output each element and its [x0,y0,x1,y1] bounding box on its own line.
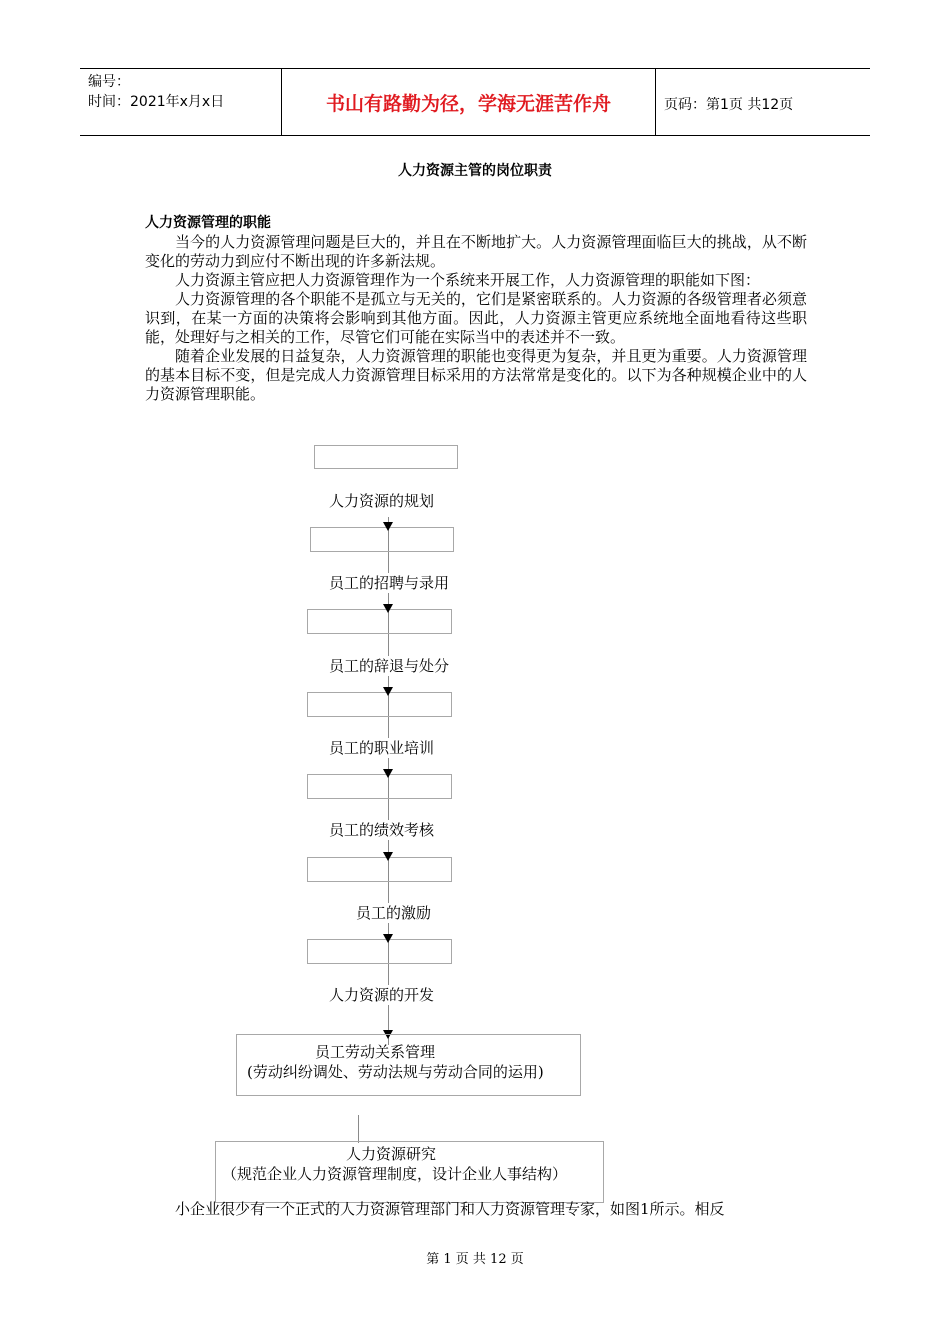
flow-box [307,857,452,882]
header-divider [655,68,656,136]
paragraph: 人力资源管理的各个职能不是孤立与无关的，它们是紧密联系的。人力资源的各级管理者必须意识到，在某一方面的决策将会影响到其他方面。因此，人力资源主管更应系统地全面地看待这些职能，处理好与之相关的工作，尽管它们可能在实际当中的表述并不一致。 [145,290,807,346]
time-label: 时间：2021年x月x日 [88,94,225,110]
header-page-info: 页码：第1页 共12页 [664,97,794,113]
arrow-down-icon [383,687,393,696]
section-heading: 人力资源管理的职能 [145,215,271,231]
relations-title: 员工劳动关系管理 [315,1043,436,1061]
flow-box [307,692,452,717]
flow-step-label: 员工的职业培训 [329,739,435,757]
arrow-down-icon [383,934,393,943]
flow-box [307,939,452,964]
arrow-down-icon [383,522,393,531]
header-top-rule [80,68,870,69]
flow-connector [358,1115,359,1143]
body-text [145,214,807,404]
flow-box [310,527,454,552]
number-label: 编号： [88,74,130,90]
relations-desc: (劳动纠纷调处、劳动法规与劳动合同的运用) [247,1063,544,1081]
page-footer: 第 1 页 共 12 页 [426,1252,524,1267]
arrow-down-icon [383,769,393,778]
trailing-paragraph: 小企业很少有一个正式的人力资源管理部门和人力资源管理专家，如图1所示。相反 [175,1200,725,1218]
flow-step-label: 员工的激励 [356,904,432,922]
flow-step-label: 员工的绩效考核 [329,821,435,839]
paragraph: 随着企业发展的日益复杂，人力资源管理的职能也变得更为复杂，并且更为重要。人力资源管理的基本目标不变，但是完成人力资源管理目标采用的方法常常是变化的。以下为各种规模企业中的人力资源管理职能。 [145,347,807,403]
flow-box [307,774,452,799]
research-title: 人力资源研究 [346,1145,437,1163]
flow-step-label: 人力资源的开发 [329,986,435,1004]
paragraph: 人力资源主管应把人力资源管理作为一个系统来开展工作，人力资源管理的职能如下图： [175,271,761,289]
research-desc: （规范企业人力资源管理制度，设计企业人事结构） [222,1165,568,1183]
paragraph: 当今的人力资源管理问题是巨大的，并且在不断地扩大。人力资源管理面临巨大的挑战，从不断变化的劳动力到应付不断出现的许多新法规。 [145,233,807,270]
flow-step-label: 人力资源的规划 [329,492,435,510]
document-title: 人力资源主管的岗位职责 [398,163,552,179]
flow-step-label: 员工的辞退与处分 [329,657,450,675]
arrow-down-icon [383,604,393,613]
flow-step-label: 员工的招聘与录用 [329,574,450,592]
header-motto: 书山有路勤为径，学海无涯苦作舟 [325,93,611,115]
flow-box [307,609,452,634]
arrow-down-icon [383,852,393,861]
header-meta [88,72,224,112]
header-bottom-rule [80,135,870,136]
flow-box [314,445,458,469]
